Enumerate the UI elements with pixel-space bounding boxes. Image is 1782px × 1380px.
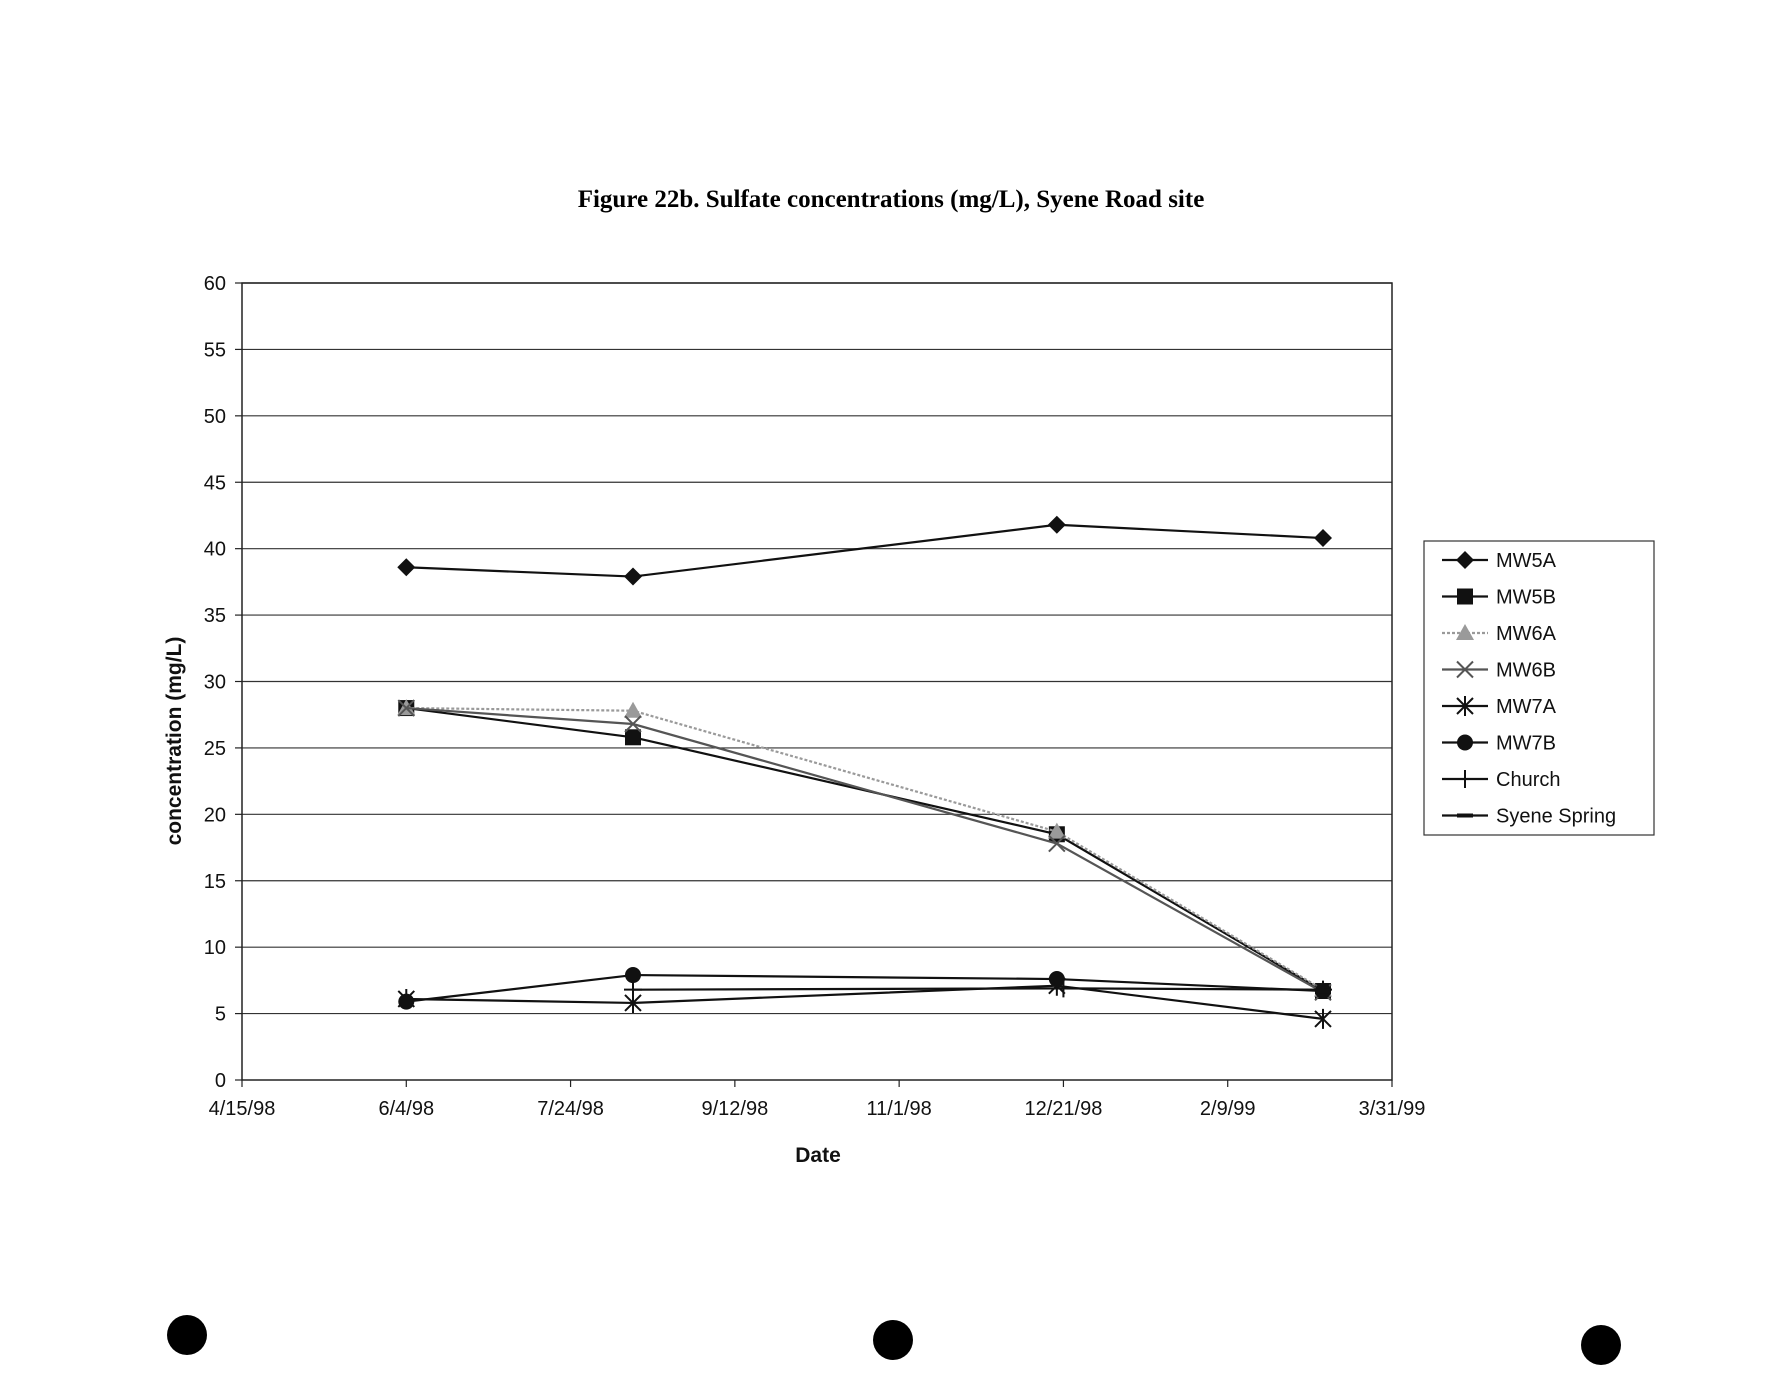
legend-label: Church [1496,769,1561,791]
legend-label: MW6A [1496,623,1556,645]
x-axis-label: Date [795,1144,841,1167]
y-tick-label: 30 [203,671,226,694]
y-tick-label: 45 [203,472,226,495]
series-mw7a [398,976,1331,1029]
y-tick-label: 50 [203,405,226,428]
series-line-church [633,988,1323,989]
data-point-mw5a [1314,529,1332,547]
series-church [624,979,1332,998]
legend-swatch-marker [1457,814,1473,818]
legend-swatch-marker [1457,735,1473,751]
legend-label: MW7B [1496,732,1556,755]
grid-lines [242,283,1392,1014]
legend-label: MW6B [1496,659,1556,682]
series-line-mw5b [406,708,1323,991]
y-tick-label: 40 [203,538,226,561]
y-tick-label: 60 [203,273,226,295]
y-tick-label: 5 [214,1003,226,1026]
legend-label: MW5A [1496,550,1556,572]
series-mw6a [397,699,1332,997]
series-line-mw6b [406,708,1323,992]
y-tick-label: 0 [214,1070,226,1092]
legend-label: Syene Spring [1496,805,1617,828]
y-axis-ticks [204,273,242,1092]
data-point-syene-spring [1315,989,1331,993]
legend-label: MW7A [1496,696,1556,718]
x-tick-label: 4/15/98 [208,1098,276,1120]
y-tick-label: 35 [203,605,226,628]
series-mw5a [397,516,1332,586]
legend-swatch-marker [1457,589,1473,605]
data-point-mw5a [624,568,642,586]
data-point-mw5a [1048,516,1066,534]
x-tick-label: 11/1/98 [866,1098,932,1120]
data-point-mw7b [625,967,641,983]
y-tick-label: 10 [203,937,226,960]
binder-hole-left [167,1315,207,1355]
series-syene-spring [1315,989,1331,993]
chart-title: Figure 22b. Sulfate concentrations (mg/L), Syene Road site [577,186,1205,213]
data-point-mw5b [625,729,641,745]
binder-hole-center [873,1320,913,1360]
x-tick-label: 6/4/98 [378,1098,435,1120]
x-tick-label: 9/12/98 [701,1098,769,1120]
legend-label: MW5B [1496,586,1556,609]
x-axis-ticks [209,1080,1426,1120]
y-tick-label: 15 [203,870,226,893]
x-tick-label: 12/21/98 [1024,1098,1103,1120]
x-tick-label: 7/24/98 [537,1098,604,1120]
series-mw5b [398,700,1331,999]
y-axis-label: concentration (mg/L) [163,636,186,846]
legend [1424,541,1654,835]
y-tick-label: 55 [203,339,226,362]
x-tick-label: 3/31/99 [1358,1098,1426,1120]
data-point-mw7b [398,994,414,1010]
x-tick-label: 2/9/99 [1199,1098,1256,1120]
binder-holes [167,1315,1621,1365]
series-layer [397,516,1332,1029]
y-tick-label: 20 [203,804,226,827]
y-tick-label: 25 [203,737,226,760]
data-point-mw5a [397,558,415,576]
series-mw6b [398,700,1331,1000]
binder-hole-right [1581,1325,1621,1365]
series-line-mw5a [406,525,1323,577]
